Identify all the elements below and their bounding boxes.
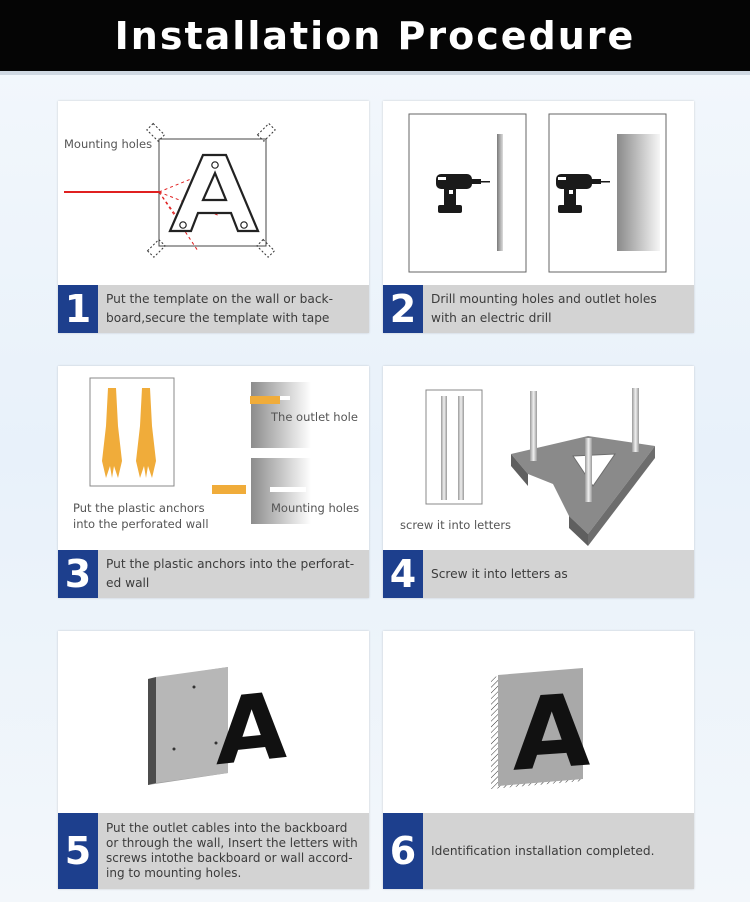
- anchors-caption-line2: into the perforated wall: [73, 517, 209, 531]
- letter-a-glyph: A: [513, 671, 591, 794]
- step-2-footer: [383, 285, 694, 333]
- completed-illustration: [383, 631, 694, 811]
- step-3-description: Put the plastic anchors into the perforat- ed wall: [106, 557, 355, 590]
- template-illustration: [58, 101, 369, 284]
- step-6-description: Identification installation completed.: [431, 843, 655, 858]
- anchors-caption-line1: Put the plastic anchors: [73, 501, 205, 515]
- step-5-number: 5: [58, 813, 98, 889]
- screw-label: screw it into letters: [400, 518, 512, 532]
- step-4-card: [383, 366, 694, 598]
- step-5-description: Put the outlet cables into the backboard or through the wall, Insert the letters with screws intothe backboard or wall accord- ing to mounting holes.: [106, 821, 358, 880]
- step-4-description: Screw it into letters as: [431, 566, 568, 581]
- step-4-number: 4: [383, 550, 423, 598]
- step-5-footer: [58, 813, 369, 889]
- step-5-card: [58, 631, 369, 889]
- step-2-card: [383, 101, 694, 333]
- step-1-footer: [58, 285, 369, 333]
- step-4-footer: [383, 550, 694, 598]
- outlet-hole-label: The outlet hole: [271, 410, 358, 424]
- page-title: Installation Procedure: [114, 14, 636, 58]
- step-1-number: 1: [58, 285, 98, 333]
- step-1-description: Put the template on the wall or back- board,secure the template with tape: [106, 292, 333, 325]
- step-3-card: [58, 366, 369, 598]
- step-3-footer: [58, 550, 369, 598]
- step-3-number: 3: [58, 550, 98, 598]
- page-header: [0, 0, 750, 75]
- mounting-holes-label: Mounting holes: [64, 137, 153, 151]
- step-1-card: [58, 101, 369, 333]
- step-6-card: [383, 631, 694, 889]
- step-2-number: 2: [383, 285, 423, 333]
- drill-illustration: [383, 101, 694, 284]
- backboard-illustration: [58, 631, 369, 811]
- mounting-holes-label: Mounting holes: [271, 501, 360, 515]
- step-6-number: 6: [383, 813, 423, 889]
- letter-a-glyph: A: [216, 671, 288, 787]
- step-2-description: Drill mounting holes and outlet holes with an electric drill: [431, 292, 657, 325]
- step-6-footer: [383, 813, 694, 889]
